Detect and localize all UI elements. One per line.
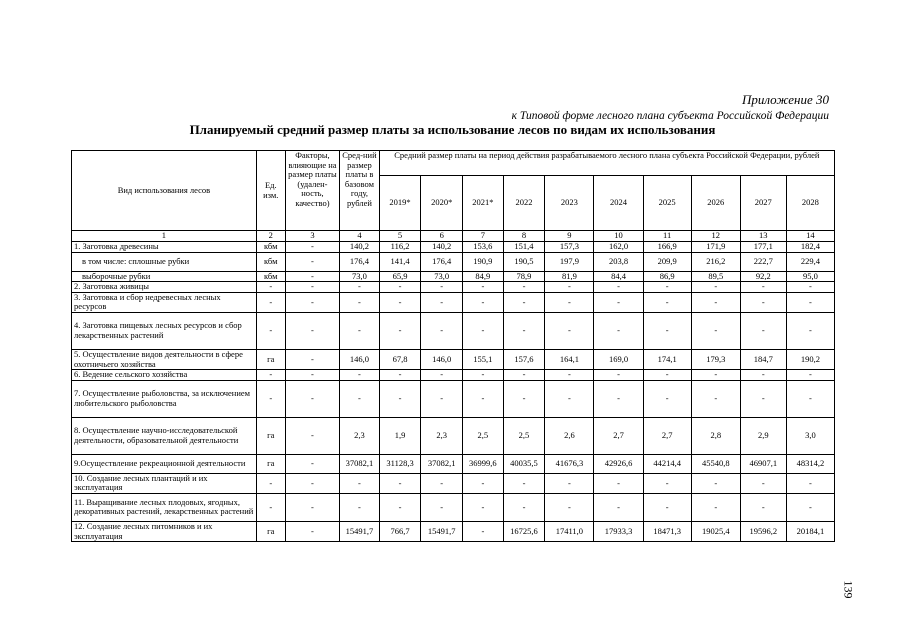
row-cell: - (340, 370, 380, 381)
row-cell: кбм (256, 242, 285, 253)
row-cell: - (503, 370, 545, 381)
row-cell: - (691, 473, 740, 493)
row-cell: - (594, 493, 643, 521)
row-cell: - (643, 370, 691, 381)
row-cell: - (340, 292, 380, 312)
row-label: 9.Осуществление рекреационной деятельности (72, 454, 257, 473)
row-cell: - (340, 312, 380, 349)
row-cell: - (379, 473, 421, 493)
row-cell: - (285, 271, 339, 282)
row-cell: 766,7 (379, 521, 421, 541)
table-row (72, 493, 835, 521)
row-cell: - (643, 493, 691, 521)
row-cell: - (643, 473, 691, 493)
row-cell: - (463, 282, 504, 293)
row-cell: 116,2 (379, 242, 421, 253)
row-cell: - (421, 282, 463, 293)
row-cell: 84,9 (463, 271, 504, 282)
header-unit: Ед. изм. (256, 151, 285, 231)
row-cell: - (643, 380, 691, 417)
column-number: 2 (256, 231, 285, 242)
row-cell: - (503, 292, 545, 312)
row-cell: 153,6 (463, 242, 504, 253)
table-row (72, 473, 835, 493)
row-cell: - (545, 493, 594, 521)
row-label: 5. Осуществление видов деятельности в сфере охотничьего хозяйства (72, 349, 257, 369)
row-cell: - (503, 380, 545, 417)
row-label: 4. Заготовка пищевых лесных ресурсов и сбор лекарственных растений (72, 312, 257, 349)
row-cell: 19596,2 (740, 521, 786, 541)
row-cell: 146,0 (340, 349, 380, 369)
row-cell: 89,5 (691, 271, 740, 282)
row-cell: 65,9 (379, 271, 421, 282)
row-label: 12. Создание лесных питомников и их эксплуатация (72, 521, 257, 541)
year-header: 2026 (691, 176, 740, 231)
row-cell: - (594, 380, 643, 417)
row-cell: - (545, 292, 594, 312)
row-cell: 157,3 (545, 242, 594, 253)
row-cell: - (421, 312, 463, 349)
row-cell: - (421, 380, 463, 417)
row-cell: - (285, 417, 339, 454)
column-number: 3 (285, 231, 339, 242)
row-cell: 2,9 (740, 417, 786, 454)
year-header: 2024 (594, 176, 643, 231)
row-cell: - (340, 473, 380, 493)
row-label: 7. Осуществление рыболовства, за исключением любительского рыболовства (72, 380, 257, 417)
row-cell: 2,8 (691, 417, 740, 454)
row-cell: 45540,8 (691, 454, 740, 473)
row-cell: 162,0 (594, 242, 643, 253)
row-cell: - (463, 521, 504, 541)
table-row (72, 292, 835, 312)
table-row (72, 521, 835, 541)
row-cell: - (421, 493, 463, 521)
row-cell: 209,9 (643, 252, 691, 271)
row-cell: - (285, 242, 339, 253)
row-cell: - (643, 312, 691, 349)
row-cell: 182,4 (786, 242, 834, 253)
appendix-header (512, 92, 829, 124)
table-body (72, 242, 835, 542)
row-cell: 166,9 (643, 242, 691, 253)
table-row (72, 242, 835, 253)
row-cell: 155,1 (463, 349, 504, 369)
row-cell: 190,5 (503, 252, 545, 271)
row-cell: - (256, 493, 285, 521)
row-cell: 179,3 (691, 349, 740, 369)
row-label: 11. Выращивание лесных плодовых, ягодных, декоративных растений, лекарственных растений (72, 493, 257, 521)
row-cell: - (691, 370, 740, 381)
row-cell: - (545, 312, 594, 349)
appendix-subtitle: к Типовой форме лесного плана субъекта Российской Федерации (511, 110, 829, 122)
table-row (72, 417, 835, 454)
row-cell: - (691, 493, 740, 521)
row-label: 2. Заготовка живицы (72, 282, 257, 293)
row-cell: 67,8 (379, 349, 421, 369)
row-cell: 73,0 (340, 271, 380, 282)
header-factors: Факторы, влияющие на размер платы (удален-ность, качество) (285, 151, 339, 231)
table-row (72, 271, 835, 282)
row-cell: 73,0 (421, 271, 463, 282)
row-cell: 42926,6 (594, 454, 643, 473)
table-row (72, 312, 835, 349)
row-cell: 48314,2 (786, 454, 834, 473)
row-cell: 146,0 (421, 349, 463, 369)
row-cell: га (256, 417, 285, 454)
row-cell: 190,9 (463, 252, 504, 271)
row-cell: - (379, 380, 421, 417)
row-cell: - (256, 282, 285, 293)
column-number: 10 (594, 231, 643, 242)
row-cell: 140,2 (340, 242, 380, 253)
row-label: 10. Создание лесных плантаций и их эксплуатация (72, 473, 257, 493)
row-cell: 2,7 (594, 417, 643, 454)
payment-plan-table (71, 150, 835, 542)
table-row (72, 454, 835, 473)
row-cell: - (285, 380, 339, 417)
row-cell: 44214,4 (643, 454, 691, 473)
row-cell: 46907,1 (740, 454, 786, 473)
header-base-year: Сред-ний размер платы в базовом году, рублей (340, 151, 380, 231)
row-cell: - (285, 252, 339, 271)
row-cell: - (379, 282, 421, 293)
row-cell: 81,9 (545, 271, 594, 282)
row-cell: - (463, 473, 504, 493)
row-cell: - (545, 473, 594, 493)
row-cell: - (340, 282, 380, 293)
row-cell: - (545, 370, 594, 381)
column-number: 4 (340, 231, 380, 242)
row-cell: - (594, 282, 643, 293)
table-row (72, 349, 835, 369)
row-cell: - (463, 312, 504, 349)
row-label: 6. Ведение сельского хозяйства (72, 370, 257, 381)
row-cell: 151,4 (503, 242, 545, 253)
row-cell: 41676,3 (545, 454, 594, 473)
row-cell: 92,2 (740, 271, 786, 282)
column-number: 12 (691, 231, 740, 242)
row-label: 1. Заготовка древесины (72, 242, 257, 253)
column-number: 9 (545, 231, 594, 242)
column-number: 13 (740, 231, 786, 242)
row-cell: 84,4 (594, 271, 643, 282)
row-cell: - (285, 521, 339, 541)
row-cell: 37082,1 (421, 454, 463, 473)
column-number: 8 (503, 231, 545, 242)
row-cell: 2,5 (463, 417, 504, 454)
year-header: 2019* (379, 176, 421, 231)
row-label: 8. Осуществление научно-исследовательской деятельности, образовательной деятельности (72, 417, 257, 454)
row-cell: 169,0 (594, 349, 643, 369)
row-cell: - (463, 370, 504, 381)
row-cell: 19025,4 (691, 521, 740, 541)
row-cell: 18471,3 (643, 521, 691, 541)
page-title: Планируемый средний размер платы за использование лесов по видам их использования (189, 122, 716, 137)
row-cell: - (740, 380, 786, 417)
row-cell: - (285, 370, 339, 381)
row-cell: - (740, 282, 786, 293)
page-number: 139 (841, 580, 856, 599)
table-row (72, 380, 835, 417)
table-row (72, 370, 835, 381)
header-kind: Вид использования лесов (72, 151, 257, 231)
row-cell: 17411,0 (545, 521, 594, 541)
row-cell: 222,7 (740, 252, 786, 271)
row-cell: 2,7 (643, 417, 691, 454)
row-cell: - (285, 493, 339, 521)
table-row (72, 252, 835, 271)
row-cell: - (691, 312, 740, 349)
row-cell: - (256, 473, 285, 493)
row-cell: - (421, 370, 463, 381)
row-label: выборочные рубки (72, 271, 257, 282)
row-cell: - (256, 292, 285, 312)
row-cell: - (643, 282, 691, 293)
row-cell: 141,4 (379, 252, 421, 271)
row-cell: 164,1 (545, 349, 594, 369)
row-cell: - (786, 370, 834, 381)
row-label: в том числе: сплошные рубки (72, 252, 257, 271)
row-cell: 216,2 (691, 252, 740, 271)
row-cell: - (285, 292, 339, 312)
column-number: 11 (643, 231, 691, 242)
row-cell: - (786, 282, 834, 293)
row-cell: - (421, 473, 463, 493)
row-cell: 40035,5 (503, 454, 545, 473)
row-cell: 2,6 (545, 417, 594, 454)
row-cell: 171,9 (691, 242, 740, 253)
row-cell: - (463, 493, 504, 521)
row-cell: 15491,7 (421, 521, 463, 541)
row-cell: - (285, 282, 339, 293)
row-cell: - (786, 292, 834, 312)
row-cell: 95,0 (786, 271, 834, 282)
column-number: 1 (72, 231, 257, 242)
year-header: 2022 (503, 176, 545, 231)
row-cell: 174,1 (643, 349, 691, 369)
row-cell: - (503, 473, 545, 493)
row-cell: - (786, 380, 834, 417)
row-cell: - (503, 493, 545, 521)
column-number: 7 (463, 231, 504, 242)
row-cell: - (379, 370, 421, 381)
row-cell: 1,9 (379, 417, 421, 454)
year-header: 2020* (421, 176, 463, 231)
row-cell: - (463, 292, 504, 312)
row-cell: 17933,3 (594, 521, 643, 541)
row-cell: 229,4 (786, 252, 834, 271)
row-cell: - (285, 473, 339, 493)
row-cell: - (503, 282, 545, 293)
row-cell: 78,9 (503, 271, 545, 282)
row-cell: га (256, 349, 285, 369)
row-cell: - (691, 282, 740, 293)
row-cell: - (285, 454, 339, 473)
row-cell: - (379, 312, 421, 349)
row-cell: - (740, 370, 786, 381)
row-cell: - (740, 473, 786, 493)
row-cell: 2,5 (503, 417, 545, 454)
row-cell: га (256, 521, 285, 541)
row-cell: - (691, 292, 740, 312)
row-cell: - (463, 380, 504, 417)
row-cell: 20184,1 (786, 521, 834, 541)
row-cell: 176,4 (421, 252, 463, 271)
row-cell: 197,9 (545, 252, 594, 271)
year-header: 2021* (463, 176, 504, 231)
row-cell: га (256, 454, 285, 473)
row-label: 3. Заготовка и сбор недревесных лесных ресурсов (72, 292, 257, 312)
row-cell: - (594, 312, 643, 349)
table-row (72, 282, 835, 293)
header-period: Средний размер платы на период действия разрабатываемого лесного плана субъекта Российской Федерации, рублей (379, 151, 834, 176)
year-header: 2025 (643, 176, 691, 231)
year-header: 2027 (740, 176, 786, 231)
column-numbers-row (72, 231, 835, 242)
row-cell: 184,7 (740, 349, 786, 369)
row-cell: 36999,6 (463, 454, 504, 473)
row-cell: - (594, 473, 643, 493)
row-cell: - (379, 292, 421, 312)
row-cell: 15491,7 (340, 521, 380, 541)
column-number: 14 (786, 231, 834, 242)
row-cell: - (379, 493, 421, 521)
row-cell: 203,8 (594, 252, 643, 271)
row-cell: - (740, 292, 786, 312)
row-cell: - (340, 380, 380, 417)
row-cell: - (256, 370, 285, 381)
row-cell: - (256, 312, 285, 349)
row-cell: - (421, 292, 463, 312)
row-cell: 16725,6 (503, 521, 545, 541)
row-cell: - (285, 349, 339, 369)
row-cell: - (594, 292, 643, 312)
row-cell: - (545, 282, 594, 293)
row-cell: 157,6 (503, 349, 545, 369)
row-cell: - (340, 493, 380, 521)
row-cell: 3,0 (786, 417, 834, 454)
row-cell: 2,3 (421, 417, 463, 454)
row-cell: 140,2 (421, 242, 463, 253)
row-cell: - (643, 292, 691, 312)
row-cell: 176,4 (340, 252, 380, 271)
row-cell: - (594, 370, 643, 381)
row-cell: - (545, 380, 594, 417)
row-cell: - (285, 312, 339, 349)
row-cell: - (691, 380, 740, 417)
row-cell: - (256, 380, 285, 417)
row-cell: 190,2 (786, 349, 834, 369)
row-cell: - (786, 312, 834, 349)
row-cell: кбм (256, 252, 285, 271)
year-header: 2023 (545, 176, 594, 231)
row-cell: - (786, 473, 834, 493)
row-cell: - (740, 312, 786, 349)
year-header: 2028 (786, 176, 834, 231)
row-cell: 177,1 (740, 242, 786, 253)
appendix-label: Приложение 30 (741, 92, 829, 107)
row-cell: кбм (256, 271, 285, 282)
column-number: 5 (379, 231, 421, 242)
column-number: 6 (421, 231, 463, 242)
row-cell: - (740, 493, 786, 521)
row-cell: - (786, 493, 834, 521)
row-cell: 86,9 (643, 271, 691, 282)
row-cell: 37082,1 (340, 454, 380, 473)
row-cell: - (503, 312, 545, 349)
row-cell: 31128,3 (379, 454, 421, 473)
row-cell: 2,3 (340, 417, 380, 454)
